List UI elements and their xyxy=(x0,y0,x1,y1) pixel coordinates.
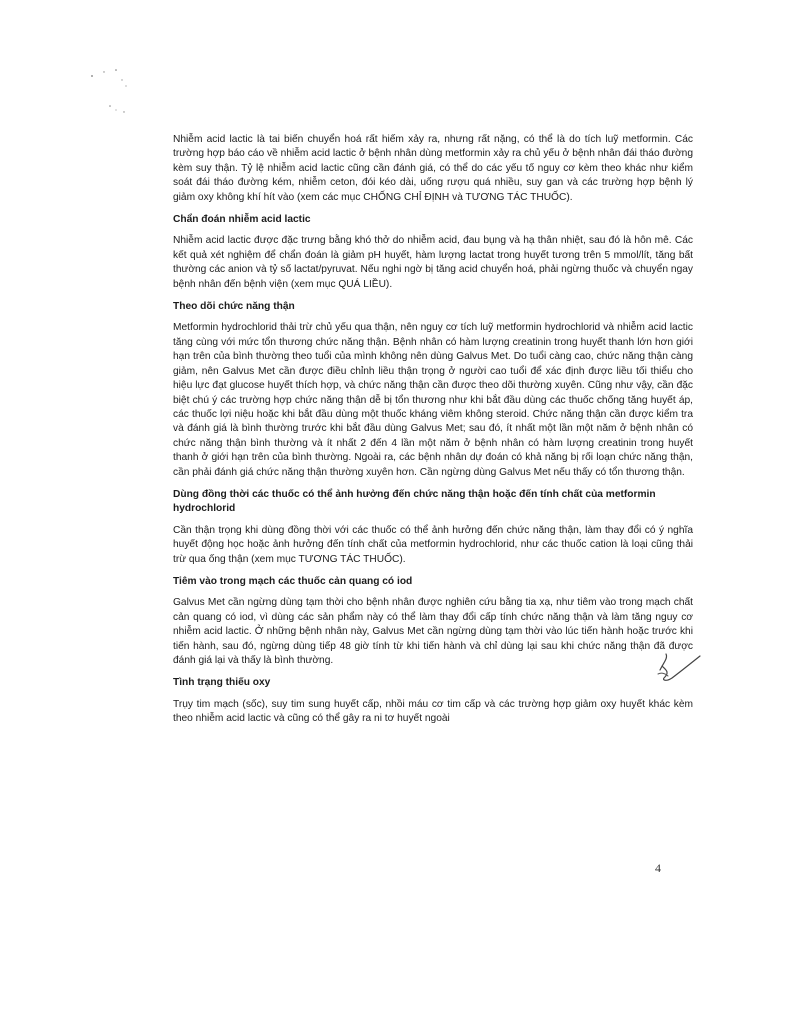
paragraph-hypoxic-states: Trụy tim mạch (sốc), suy tim sung huyết cấp, nhồi máu cơ tim cấp và các trường hợp giảm oxy huyết khác kèm theo nhiễm acid lactic và cũng có thể gây ra ni tơ huyết ngoài xyxy=(173,698,693,725)
handwritten-initial-mark xyxy=(652,648,702,688)
heading-renal-monitoring: Theo dõi chức năng thận xyxy=(173,301,295,313)
page-number: 4 xyxy=(655,861,661,875)
paragraph-lactic-acidosis-intro: Nhiễm acid lactic là tai biến chuyển hoá rất hiếm xảy ra, nhưng rất nặng, có thể là do tích luỹ metformin. Các trường hợp báo cáo về nhiễm acid lactic ở bệnh nhân dùng metformin xảy ra chủ yếu ở bệnh nhân đái tháo đường kèm suy thận. Tỷ lệ nhiễm acid lactic cũng cần đánh giá, có thể do các yếu tố nguy cơ kèm theo khác như kiểm soát đái tháo đường kém, nhiễm ceton, đói kéo dài, uống rượu quá nhiều, suy gan và các trường hợp bệnh lý giảm oxy không khí hít vào (xem các mục CHỐNG CHỈ ĐỊNH và TƯƠNG TÁC THUỐC). xyxy=(173,134,693,203)
paragraph-iodinated-contrast: Galvus Met cần ngừng dùng tạm thời cho bệnh nhân được nghiên cứu bằng tia xạ, như tiêm vào trong mạch chất cản quang có iod, vì dùng các sản phẩm này có thể làm thay đổi cấp tính chức năng thận và làm tăng nguy cơ nhiễm acid lactic. Ở những bệnh nhân này, Galvus Met cần ngừng dùng tạm thời vào lúc tiến hành hoặc trước khi tiến hành, sau đó, ngừng dùng tiếp 48 giờ tính từ khi tiến hành và chỉ dùng lại sau khi chức năng thận đã được đánh giá lại và thấy là bình thường. xyxy=(173,597,693,666)
paragraph-renal-monitoring: Metformin hydrochlorid thải trừ chủ yếu qua thận, nên nguy cơ tích luỹ metformin hydrochlorid và nhiễm acid lactic tăng cùng với mức tổn thương chức năng thận. Bệnh nhân có hàm lượng creatinin trong huyết thanh lớn hơn giới hạn trên của bình thường theo tuổi của mình không nên dùng Galvus Met. Do tuổi càng cao, chức năng thận càng giảm, nên Galvus Met cần được điều chỉnh liều thận trọng ở người cao tuổi để xác định được liều tối thiểu cho hiệu lực đạt glucose huyết thích hợp, và chức năng thận cần được theo dõi thường xuyên. Cũng như vậy, cần đặc biệt chú ý các trường hợp chức năng thận dễ bị tổn thương như khi bắt đầu dùng các thuốc chống tăng huyết áp, các thuốc lợi niệu hoặc khi bắt đầu dùng một thuốc kháng viêm không steroid. Chức năng thận cần được kiểm tra và đánh giá là bình thường trước khi bắt đầu dùng Galvus Met; sau đó, ít nhất một lần một năm ở bệnh nhân có chức năng thận bình thường và ít nhất 2 đến 4 lần một năm ở bệnh nhân có hàm lượng creatinin trong huyết thanh ở giới hạn trên của bình thường. Ngoài ra, các bệnh nhân dự đoán có khả năng bị rối loạn chức năng thận, cần phải đánh giá chức năng thận thường xuyên hơn. Cần ngừng dùng Galvus Met nếu thấy có tổn thương thận. xyxy=(173,322,693,478)
document-body xyxy=(173,133,693,735)
scan-artifact-marks xyxy=(86,62,146,122)
heading-concomitant-drugs: Dùng đồng thời các thuốc có thể ảnh hưởng đến chức năng thận hoặc đến tính chất của metformin hydrochlorid xyxy=(173,488,656,515)
paragraph-concomitant-drugs: Cần thận trọng khi dùng đồng thời với các thuốc có thể ảnh hưởng đến chức năng thận, làm thay đổi có ý nghĩa huyết động học hoặc ảnh hưởng đến tính chất của metformin hydrochlorid, như các thuốc cation là loại cũng thải trừ qua ống thận (xem mục TƯƠNG TÁC THUỐC). xyxy=(173,524,693,565)
heading-diagnosis-lactic-acidosis: Chẩn đoán nhiễm acid lactic xyxy=(173,214,311,226)
paragraph-diagnosis-lactic-acidosis: Nhiễm acid lactic được đặc trưng bằng khó thở do nhiễm acid, đau bụng và hạ thân nhiệt, sau đó là hôn mê. Các kết quả xét nghiệm để chẩn đoán là giảm pH huyết, hàm lượng lactat trong huyết tương trên 5 mmol/lít, tăng bất thường các anion và tỷ số lactat/pyruvat. Nếu nghi ngờ bị tăng acid chuyển hoá, phải ngừng thuốc và chuyển ngay bệnh nhân đến bệnh viện (xem mục QUÁ LIỀU). xyxy=(173,235,693,290)
heading-hypoxic-states: Tình trạng thiếu oxy xyxy=(173,677,271,689)
heading-iodinated-contrast: Tiêm vào trong mạch các thuốc cản quang có iod xyxy=(173,575,413,587)
